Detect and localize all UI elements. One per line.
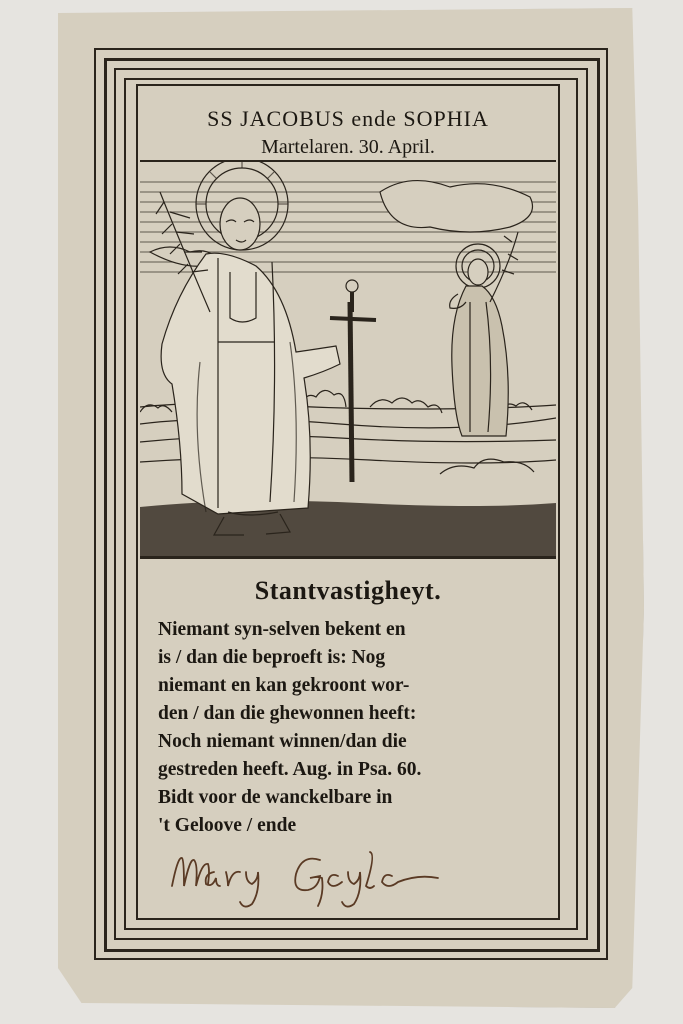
card-title: SS JACOBUS ende SOPHIA bbox=[207, 106, 489, 131]
woodcut-scene-icon bbox=[140, 162, 556, 556]
text-line: 't Geloove / ende bbox=[158, 815, 297, 836]
text-line: gestreden heeft. Aug. in Psa. 60. bbox=[158, 759, 422, 780]
text-line: niemant en kan gekroont wor- bbox=[158, 675, 410, 696]
text-line: is / dan die beproeft is: Nog bbox=[158, 647, 386, 668]
card-subtitle: Martelaren. 30. April. bbox=[261, 136, 435, 158]
handwritten-signature bbox=[170, 842, 470, 912]
text-line: Noch niemant winnen/dan die bbox=[158, 731, 407, 752]
text-line: Niemant syn-selven bekent en bbox=[158, 619, 406, 640]
signature-icon bbox=[170, 842, 470, 912]
devotional-text bbox=[158, 616, 544, 840]
section-heading: Stantvastigheyt. bbox=[254, 576, 442, 605]
text-line: Bidt voor de wanckelbare in bbox=[158, 787, 393, 808]
woodcut-illustration bbox=[140, 160, 556, 559]
text-line: den / dan die ghewonnen heeft: bbox=[158, 703, 417, 724]
